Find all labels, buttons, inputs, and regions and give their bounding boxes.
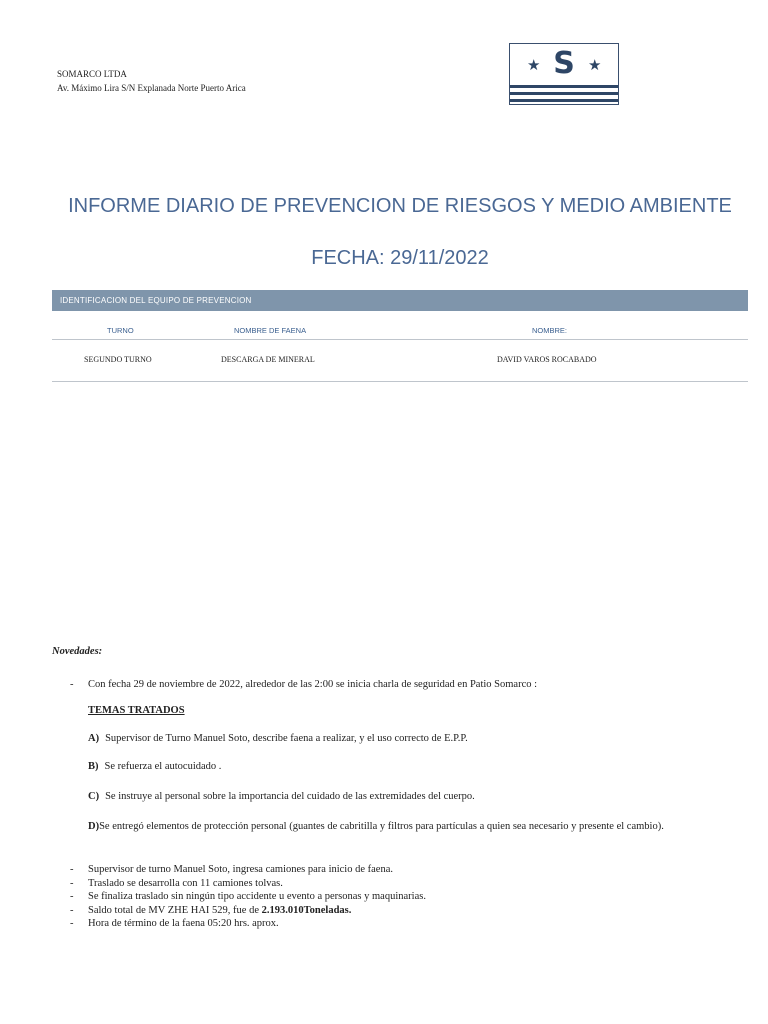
- tema-letter: A): [88, 733, 100, 744]
- logo-stripe: [510, 85, 618, 88]
- tema-item-d: [88, 820, 748, 834]
- tema-item-c: [88, 791, 475, 802]
- list-item: - Traslado se desarrolla con 11 camiones tolvas.: [70, 877, 283, 889]
- list-dash: -: [70, 679, 74, 690]
- saldo-value: 2.193.010Toneladas.: [261, 904, 352, 916]
- report-title: INFORME DIARIO DE PREVENCION DE RIESGOS Y MEDIO AMBIENTE: [68, 195, 732, 217]
- logo-star-left-icon: ★: [527, 56, 541, 74]
- tema-text: Se instruye al personal sobre la importancia del cuidado de las extremidades del cuerpo.: [105, 791, 475, 802]
- logo-star-right-icon: ★: [588, 56, 602, 74]
- temas-heading: TEMAS TRATADOS: [88, 705, 185, 716]
- tema-item-a: [88, 733, 468, 744]
- cell-nombre: DAVID VAROS ROCABADO: [497, 355, 597, 364]
- logo-stripe: [510, 92, 618, 95]
- company-logo: [509, 43, 619, 105]
- novedades-intro: Con fecha 29 de noviembre de 2022, alrededor de las 2:00 se inicia charla de seguridad en Patio Somarco :: [88, 679, 538, 690]
- section-header-team: IDENTIFICACION DEL EQUIPO DE PREVENCION: [52, 290, 748, 311]
- list-item: - Hora de término de la faena 05:20 hrs. aprox.: [70, 918, 279, 930]
- cell-faena: DESCARGA DE MINERAL: [221, 355, 315, 364]
- list-item: - Supervisor de turno Manuel Soto, ingresa camiones para inicio de faena.: [70, 864, 393, 875]
- cell-turno: SEGUNDO TURNO: [84, 355, 152, 364]
- tema-text: Supervisor de Turno Manuel Soto, describe faena a realizar, y el uso correcto de E.P.P.: [105, 733, 468, 744]
- logo-letter: S: [553, 46, 575, 81]
- novedades-list: [70, 863, 426, 931]
- tema-letter: D): [88, 821, 100, 832]
- column-header-turno: TURNO: [107, 326, 134, 335]
- table-divider: [52, 339, 748, 340]
- report-date: FECHA: 29/11/2022: [311, 247, 489, 269]
- tema-text: Se refuerza el autocuidado .: [104, 761, 222, 772]
- logo-stripe: [510, 99, 618, 102]
- table-divider: [52, 381, 748, 382]
- tema-letter: B): [88, 761, 99, 772]
- company-info: [57, 67, 246, 95]
- tema-letter: C): [88, 791, 100, 802]
- column-header-nombre: NOMBRE:: [532, 326, 568, 335]
- company-address: Av. Máximo Lira S/N Explanada Norte Puerto Arica: [57, 83, 246, 93]
- column-header-faena: NOMBRE DE FAENA: [234, 326, 307, 335]
- tema-item-b: [88, 761, 221, 772]
- tema-text: Se entregó elementos de protección personal (guantes de cabritilla y filtros para partículas a quien sea necesario y presente el cambio).: [99, 821, 664, 832]
- company-name: SOMARCO LTDA: [57, 69, 127, 79]
- novedades-heading: Novedades:: [52, 646, 103, 657]
- list-item: - Se finaliza traslado sin ningún tipo accidente u evento a personas y maquinarias.: [70, 891, 426, 903]
- list-item: - Saldo total de MV ZHE HAI 529, fue de 2.193.010Toneladas.: [70, 904, 352, 916]
